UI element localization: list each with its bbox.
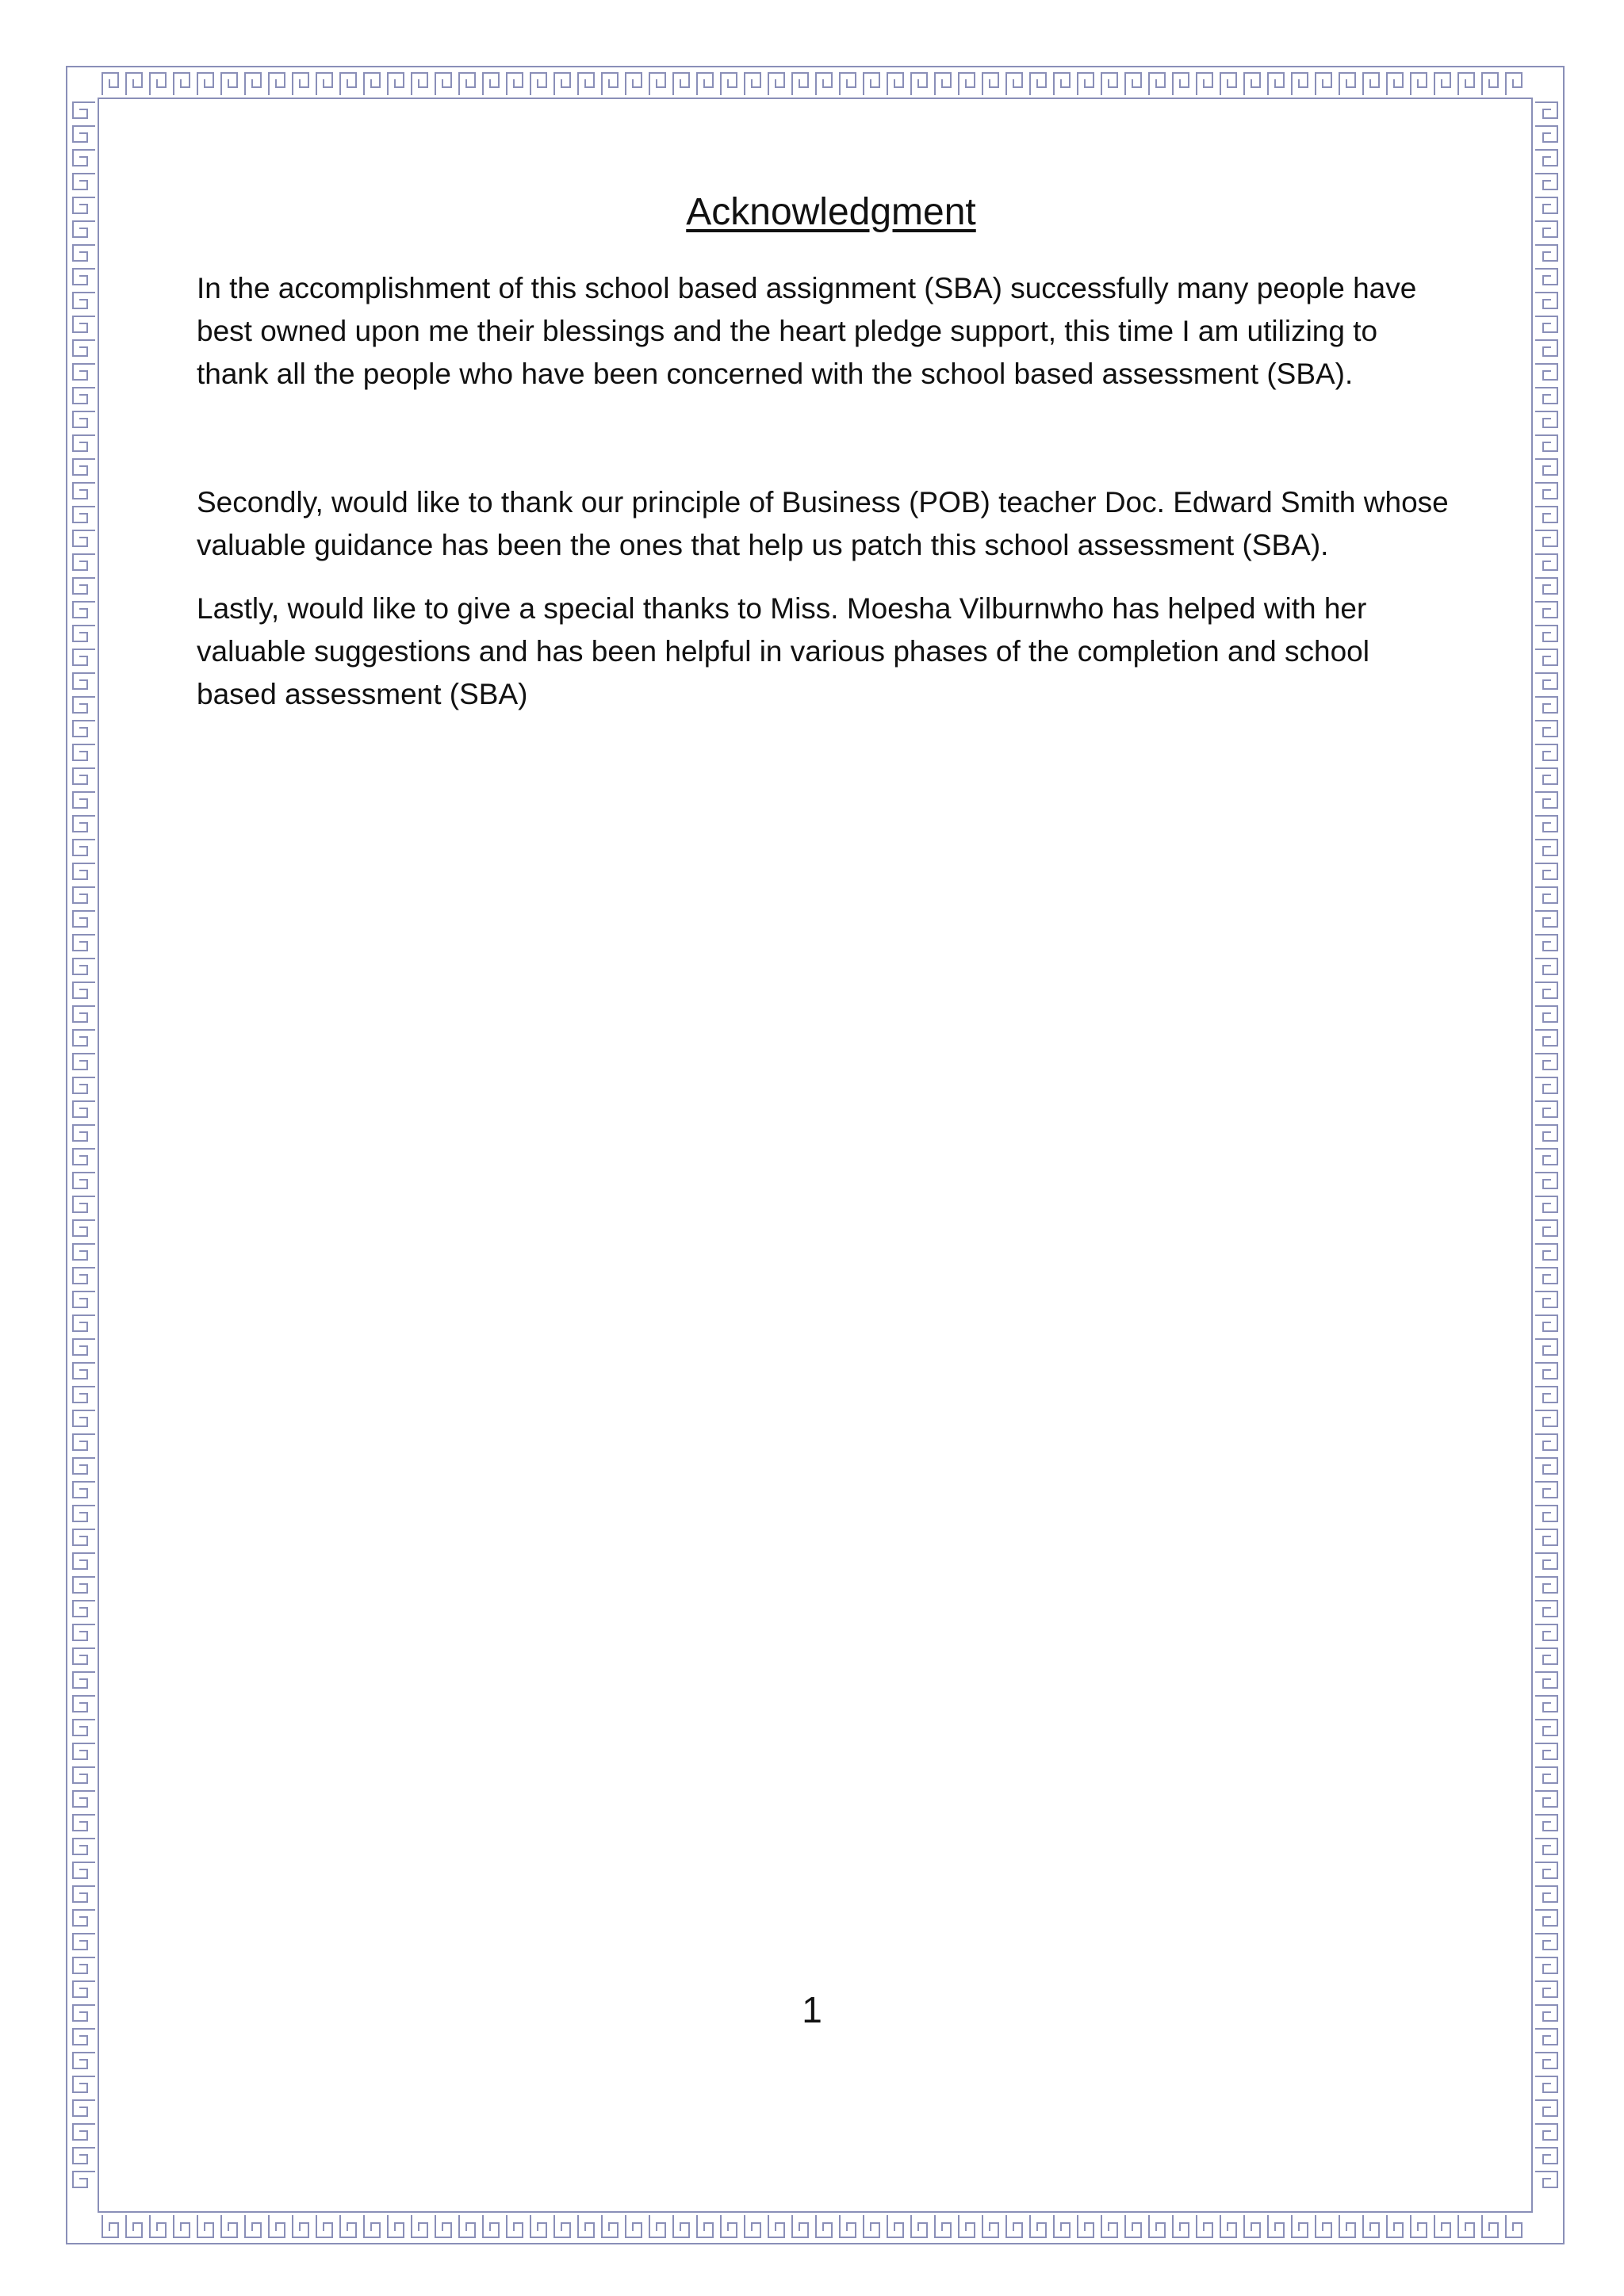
paragraph-teacher: Secondly, would like to thank our principle of Business (POB) teacher Doc. Edward Smith whose valuable guidance has been the ones that help us patch this school assessment (SBA). [197,486,1449,561]
document-body [197,190,1450,716]
page-title: Acknowledgment [686,191,976,233]
paragraph-special-thanks: Lastly, would like to give a special thanks to Miss. Moesha Vilburnwho has helped with her valuable suggestions and has been helpful in various phases of the completion and school based assessment (SBA) [197,592,1369,710]
page-number: 1 [802,1989,822,2030]
paragraph-intro: In the accomplishment of this school based assignment (SBA) successfully many people have best owned upon me their blessings and the heart pledge support, this time I am utilizing to thank all the people who have been concerned with the school based assessment (SBA). [197,272,1417,390]
